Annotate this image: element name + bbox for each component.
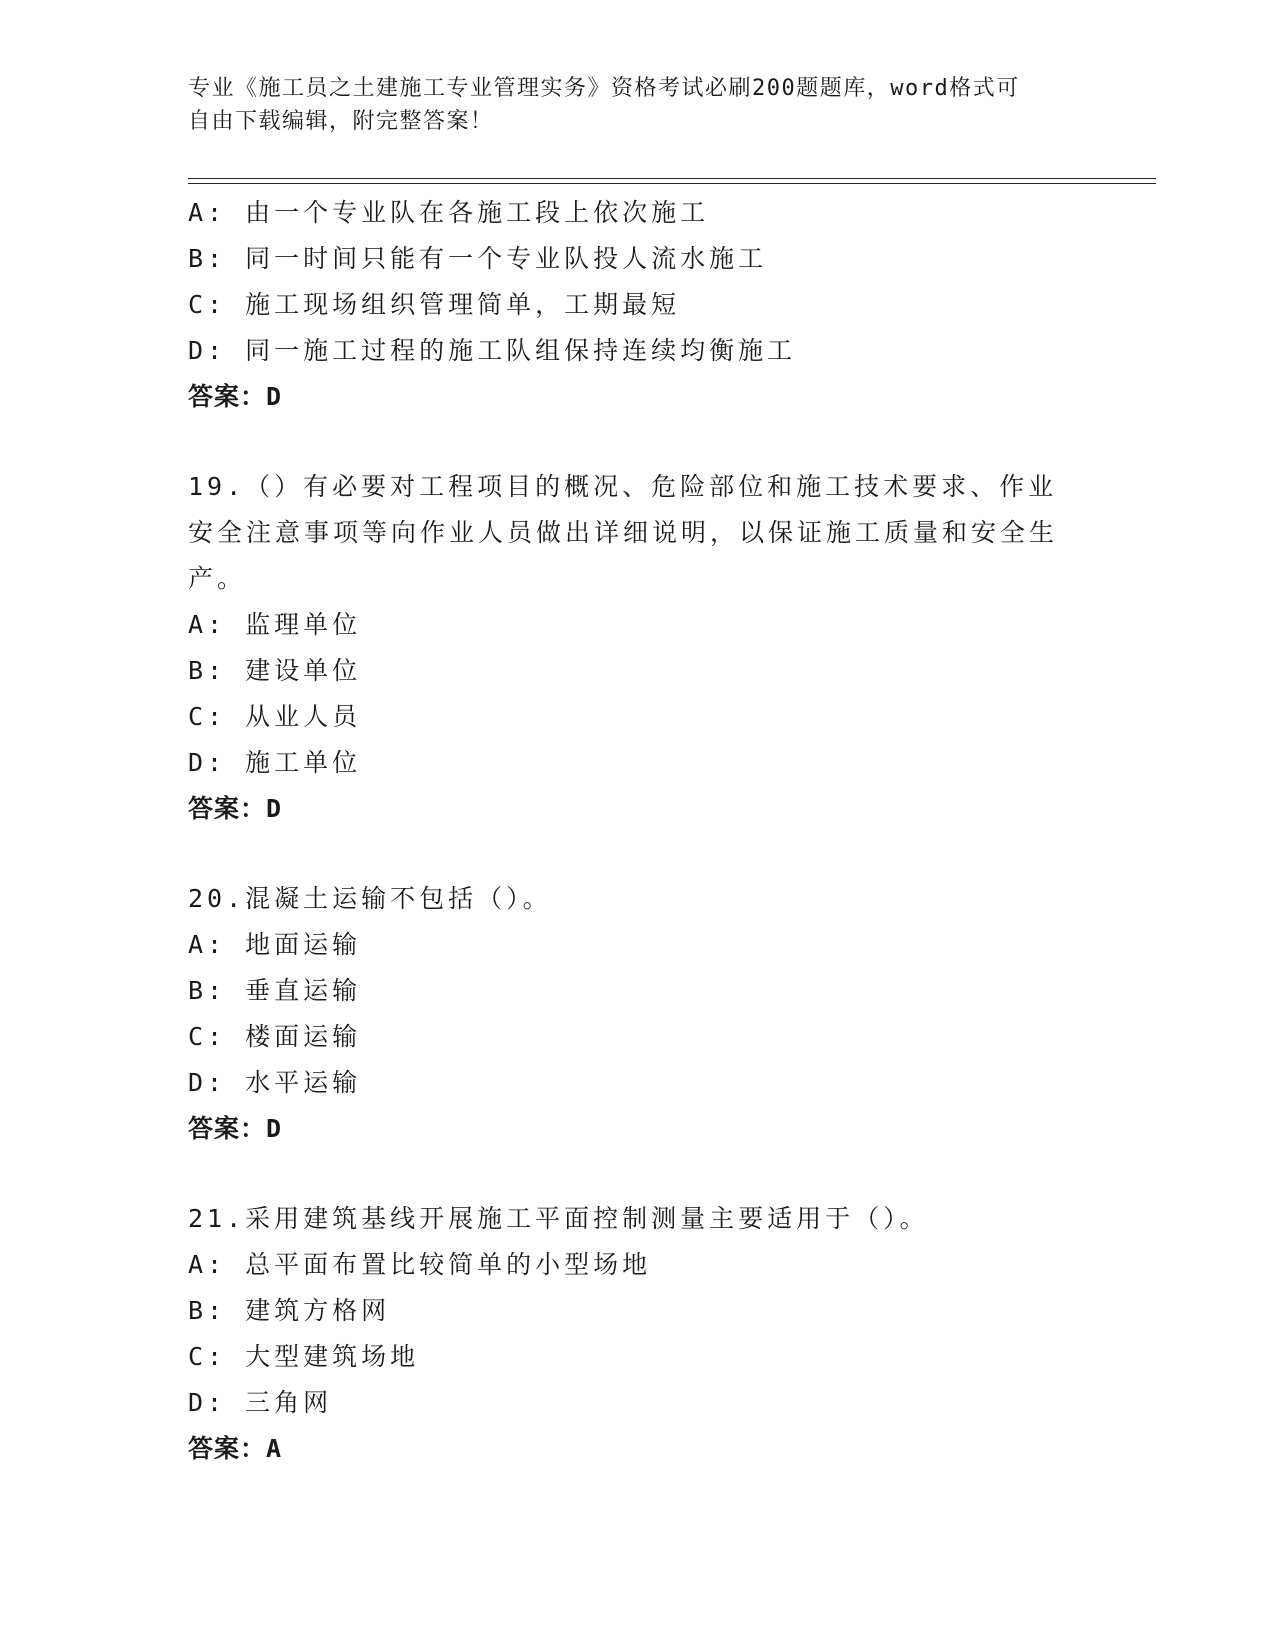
question-list [188,190,1088,1472]
option-d: D: 三角网 [188,1388,333,1417]
option-b: B: 建设单位 [188,656,362,685]
question-text: 19.（）有必要对工程项目的概况、危险部位和施工技术要求、作业安全注意事项等向作业人员做出详细说明，以保证施工质量和安全生产。 [188,472,1059,593]
question-block-20 [188,876,1088,1152]
question-text: 20.混凝土运输不包括（）。 [188,884,552,913]
option-a: A: 总平面布置比较简单的小型场地 [188,1250,652,1279]
option-c: C: 楼面运输 [188,1022,362,1051]
option-c: C: 施工现场组织管理简单，工期最短 [188,290,681,319]
option-a: A: 监理单位 [188,610,362,639]
header-line-2: 自由下载编辑，附完整答案！ [188,109,494,134]
header-divider-bottom [188,183,1156,184]
document-header [188,72,1068,138]
header-line-1: 专业《施工员之土建施工专业管理实务》资格考试必刷200题题库，word格式可 [188,76,1020,101]
option-d: D: 施工单位 [188,748,362,777]
answer-line: 答案：D [188,382,283,411]
option-a: A: 由一个专业队在各施工段上依次施工 [188,198,710,227]
question-block-19 [188,464,1088,832]
answer-line: 答案：D [188,1114,283,1143]
question-block-21 [188,1196,1088,1472]
option-d: D: 同一施工过程的施工队组保持连续均衡施工 [188,336,797,365]
header-divider-top [188,178,1156,179]
option-b: B: 建筑方格网 [188,1296,391,1325]
option-a: A: 地面运输 [188,930,362,959]
question-text: 21.采用建筑基线开展施工平面控制测量主要适用于（）。 [188,1204,929,1233]
option-c: C: 从业人员 [188,702,362,731]
answer-line: 答案：D [188,794,283,823]
question-block-18 [188,190,1088,420]
option-b: B: 垂直运输 [188,976,362,1005]
option-b: B: 同一时间只能有一个专业队投人流水施工 [188,244,768,273]
option-d: D: 水平运输 [188,1068,362,1097]
option-c: C: 大型建筑场地 [188,1342,420,1371]
answer-line: 答案：A [188,1434,283,1463]
